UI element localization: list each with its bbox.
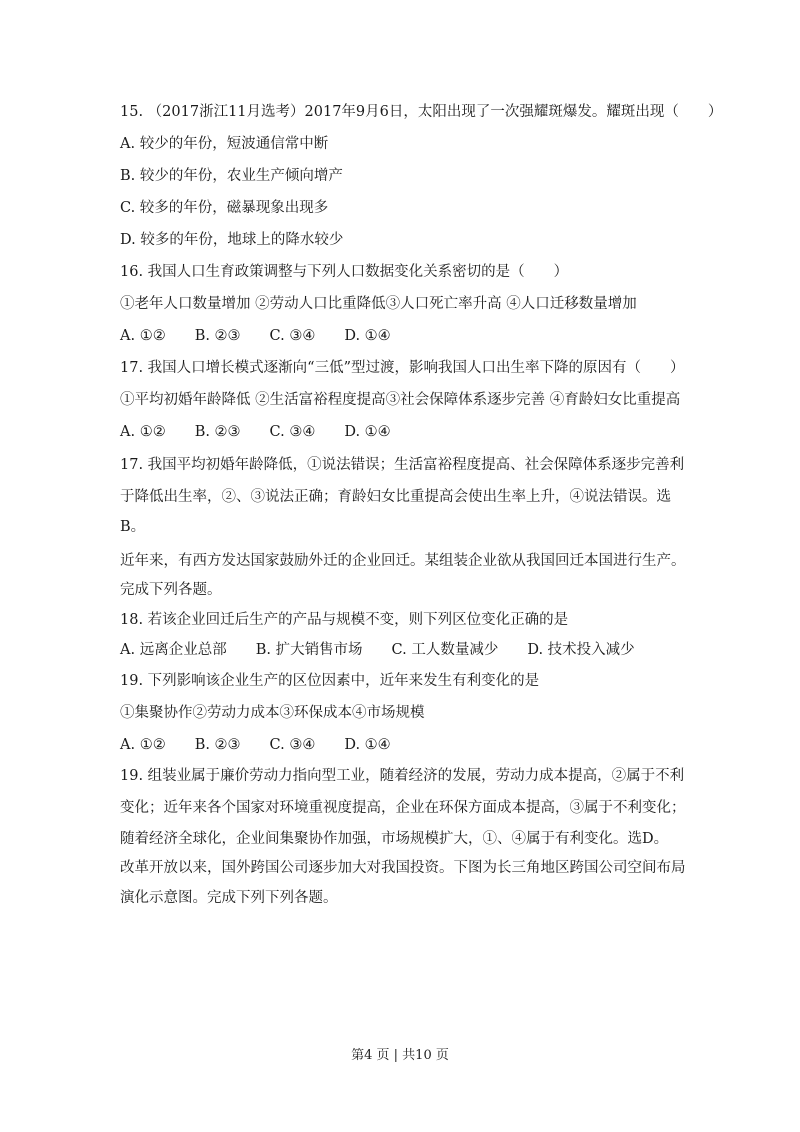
question-15-option-c: C. 较多的年份，磁暴现象出现多 [120, 200, 329, 216]
answer-17-line-3: B。 [120, 519, 146, 535]
question-15-option-d: D. 较多的年份，地球上的降水较少 [120, 232, 344, 248]
question-15-option-a: A. 较少的年份，短波通信常中断 [120, 136, 329, 152]
question-19-options: A. ①② B. ②③ C. ③④ D. ①④ [120, 737, 391, 753]
question-16-options: A. ①② B. ②③ C. ③④ D. ①④ [120, 328, 391, 344]
passage-20-line-1: 改革开放以来，国外跨国公司逐步加大对我国投资。下图为长三角地区跨国公司空间布局 [120, 860, 686, 876]
answer-17-line-2: 于降低出生率，②、③说法正确；育龄妇女比重提高会使出生率上升，④说法错误。选 [120, 489, 671, 505]
answer-19-line-3: 随着经济全球化，企业间集聚协作加强，市场规模扩大，①、④属于有利变化。选D。 [120, 831, 669, 847]
question-16-stem: 16. 我国人口生育政策调整与下列人口数据变化关系密切的是（ ） [120, 264, 569, 280]
answer-17-line-1: 17. 我国平均初婚年龄降低，①说法错误；生活富裕程度提高、社会保障体系逐步完善利 [120, 457, 685, 473]
answer-19-line-1: 19. 组装业属于廉价劳动力指向型工业，随着经济的发展，劳动力成本提高，②属于不利 [120, 768, 685, 784]
question-17-items: ①平均初婚年龄降低 ②生活富裕程度提高③社会保障体系逐步完善 ④育龄妇女比重提高 [120, 392, 681, 408]
answer-19-line-2: 变化；近年来各个国家对环境重视度提高，企业在环保方面成本提高，③属于不利变化； [120, 800, 686, 816]
question-19-stem: 19. 下列影响该企业生产的区位因素中，近年来发生有利变化的是 [120, 673, 540, 689]
question-17-stem: 17. 我国人口增长模式逐渐向“三低”型过渡，影响我国人口出生率下降的原因有（ ） [120, 360, 685, 376]
passage-20-line-2: 演化示意图。完成下列下列各题。 [120, 890, 338, 906]
question-18-stem: 18. 若该企业回迁后生产的产品与规模不变，则下列区位变化正确的是 [120, 612, 569, 628]
question-16-items: ①老年人口数量增加 ②劳动人口比重降低③人口死亡率升高 ④人口迁移数量增加 [120, 296, 637, 312]
question-17-options: A. ①② B. ②③ C. ③④ D. ①④ [120, 424, 391, 440]
question-19-items: ①集聚协作②劳动力成本③环保成本④市场规模 [120, 705, 425, 721]
question-15-stem: 15. （2017浙江11月选考）2017年9月6日，太阳出现了一次强耀斑爆发。耀斑出现（ ） [120, 104, 723, 120]
question-15-option-b: B. 较少的年份，农业生产倾向增产 [120, 168, 343, 184]
question-18-options: A. 远离企业总部 B. 扩大销售市场 C. 工人数量减少 D. 技术投入减少 [120, 642, 635, 658]
passage-18-19-line-2: 完成下列各题。 [120, 582, 222, 598]
passage-18-19-line-1: 近年来，有西方发达国家鼓励外迁的企业回迁。某组装企业欲从我国回迁本国进行生产。 [120, 553, 686, 569]
page-number-footer: 第4 页 | 共10 页 [351, 1048, 449, 1063]
